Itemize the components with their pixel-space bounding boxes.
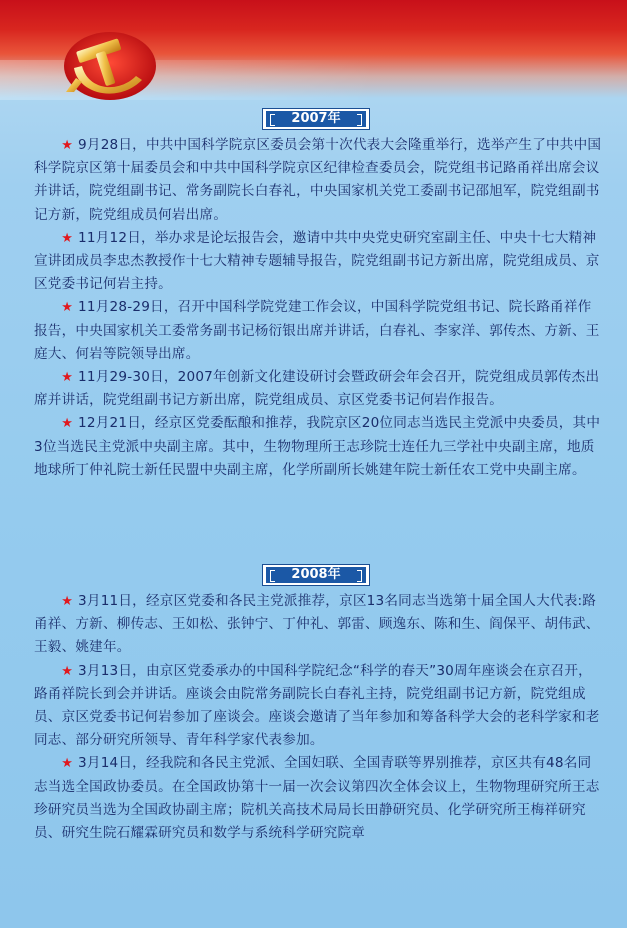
star-icon: ★ xyxy=(61,230,74,246)
year-badge-2007 xyxy=(262,108,370,130)
party-emblem-icon xyxy=(52,20,164,106)
list-item: ★ 3月14日，经我院和各民主党派、全国妇联、全国青联等界别推荐，京区共有48名同志当选全国政协委员。在全国政协第十一届一次会议第四次全体会议上，生物物理研究所王志珍研究员当选为全国政协副主席；院机关高技术局局长田静研究员、化学研究所王梅祥研究员、研究生院石耀霖研究员和数学与系统科学研究院章 xyxy=(34,755,600,842)
list-item: ★ 11月28-29日，召开中国科学院党建工作会议，中国科学院党组书记、院长路甬祥作报告，中央国家机关工委常务副书记杨衍银出席并讲话，白春礼、李家洋、郭传杰、方新、王庭大、何岩等院领导出席。 xyxy=(34,299,600,362)
entries-2007 xyxy=(34,134,602,482)
year-label: 2007年 xyxy=(266,111,366,127)
year-label: 2008年 xyxy=(266,567,366,583)
star-icon: ★ xyxy=(61,594,74,609)
star-icon: ★ xyxy=(61,300,74,316)
star-icon: ★ xyxy=(61,138,74,153)
list-item: ★ 3月11日，经京区党委和各民主党派推荐，京区13名同志当选第十届全国人大代表:路甬祥、方新、柳传志、王如松、张钟宁、丁仲礼、郭雷、顾逸东、陈和生、阎保平、胡伟武、王毅、姚建年。 xyxy=(34,593,600,656)
star-icon: ★ xyxy=(61,370,74,386)
star-icon: ★ xyxy=(61,756,74,772)
entries-2008 xyxy=(34,590,602,845)
list-item: ★ 11月12日，举办求是论坛报告会，邀请中共中央党史研究室副主任、中央十七大精神宣讲团成员李忠杰教授作十七大精神专题辅导报告，院党组副书记方新出席，院党组成员、京区党委书记何岩主持。 xyxy=(34,229,600,293)
list-item: ★ 11月29-30日，2007年创新文化建设研讨会暨政研会年会召开，院党组成员郭传杰出席并讲话，院党组副书记方新出席，院党组成员、京区党委书记何岩作报告。 xyxy=(34,369,600,409)
year-badge-2008 xyxy=(262,564,370,586)
list-item: ★ 9月28日，中共中国科学院京区委员会第十次代表大会隆重举行，选举产生了中共中国科学院京区第十届委员会和中共中国科学院京区纪律检查委员会，院党组书记路甬祥出席会议并讲话，院党组副书记、常务副院长白春礼，中央国家机关党工委副书记邵旭军，院党组副书记方新，院党组成员何岩出席。 xyxy=(34,137,602,223)
list-item: ★ 3月13日，由京区党委承办的中国科学院纪念“科学的春天”30周年座谈会在京召开，路甬祥院长到会并讲话。座谈会由院常务副院长白春礼主持，院党组副书记方新，院党组成员、京区党委书记何岩参加了座谈会。座谈会邀请了当年参加和筹备科学大会的老科学家和老同志、部分研究所领导、青年科学家代表参加。 xyxy=(34,662,600,749)
star-icon: ★ xyxy=(61,663,74,679)
list-item: ★ 12月21日，经京区党委酝酿和推荐，我院京区20位同志当选民主党派中央委员，其中3位当选民主党派中央副主席。其中，生物物理所王志珍院士连任九三学社中央副主席，地质地球所丁仲礼院士新任民盟中央副主席，化学所副所长姚建年院士新任农工党中央副主席。 xyxy=(34,415,601,478)
star-icon: ★ xyxy=(61,416,74,432)
